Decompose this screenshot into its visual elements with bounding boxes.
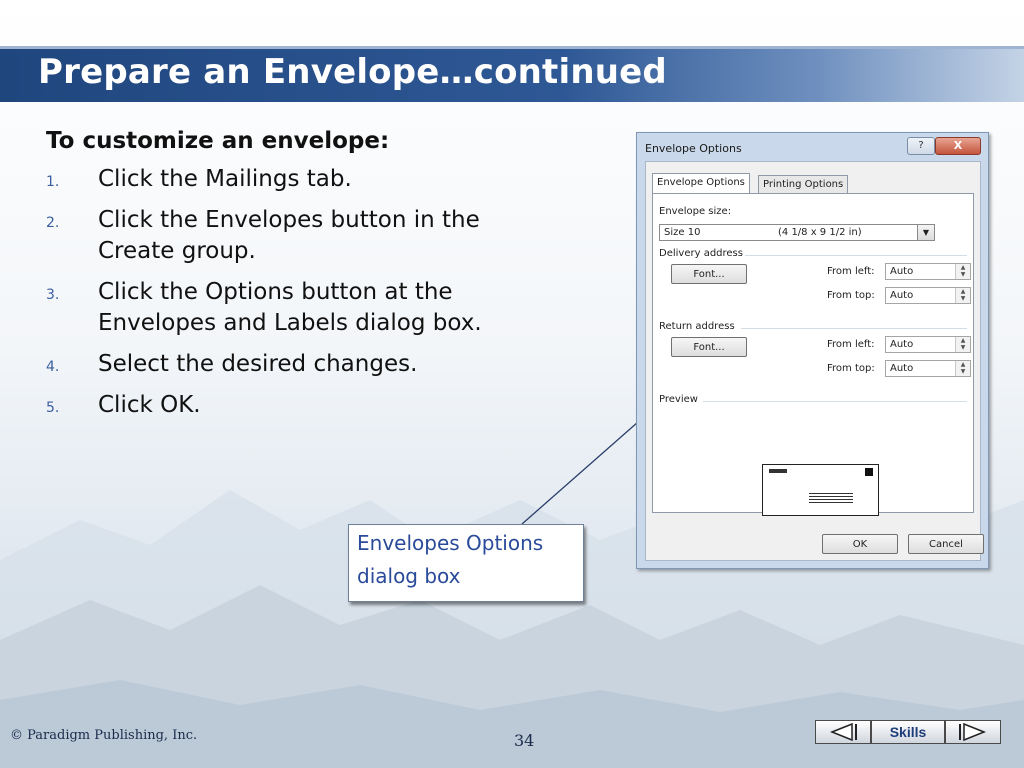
step-text: Select the desired changes. [98,351,418,377]
envelope-size-select[interactable] [659,224,935,241]
spinner-arrows-icon[interactable]: ▲ ▼ [955,288,970,303]
next-button[interactable] [945,720,1001,744]
envelope-size-value: Size 10 [664,227,701,238]
envelope-options-dialog [636,132,989,569]
step-number: 3. [46,287,60,303]
step-text: Click OK. [98,392,201,418]
copyright: © Paradigm Publishing, Inc. [10,728,198,743]
title-bar-topline [0,46,1024,49]
group-divider [745,255,967,256]
delivery-from-top-label: From top: [827,290,875,301]
step-number: 5. [46,400,60,416]
previous-button[interactable] [815,720,871,744]
dialog-title: Envelope Options [645,142,742,155]
instructions [46,128,516,431]
skills-button[interactable]: Skills [871,720,945,744]
step-number: 1. [46,174,60,190]
delivery-from-left-input[interactable] [885,263,971,280]
delivery-address-label: Delivery address [659,248,743,259]
arrow-left-icon [816,721,870,743]
spinner-arrows-icon[interactable]: ▲ ▼ [955,337,970,352]
steps-list [46,164,516,421]
step-text: Click the Options button at the Envelopes and Labels dialog box. [98,279,482,336]
spinner-arrows-icon[interactable]: ▲ ▼ [955,264,970,279]
return-from-top-label: From top: [827,363,875,374]
delivery-from-left-value: Auto [890,266,914,277]
step-item [46,390,516,421]
return-from-top-input[interactable] [885,360,971,377]
callout-box: Envelopes Options dialog box [348,524,584,602]
group-divider [703,401,967,402]
group-divider [741,328,967,329]
step-text: Click the Mailings tab. [98,166,352,192]
page-number: 34 [514,731,535,750]
step-number: 2. [46,215,60,231]
preview-label: Preview [659,394,698,405]
step-number: 4. [46,359,60,375]
dialog-body [645,161,981,561]
instructions-heading: To customize an envelope: [46,128,390,154]
envelope-preview[interactable] [762,464,879,516]
delivery-from-top-input[interactable] [885,287,971,304]
step-text: Click the Envelopes button in the Create group. [98,207,480,264]
spinner-arrows-icon[interactable]: ▲ ▼ [955,361,970,376]
ok-button[interactable]: OK [822,534,898,554]
step-item [46,164,516,195]
chevron-down-icon[interactable]: ▼ [917,225,934,240]
stamp-icon [865,468,873,476]
delivery-address-preview [809,493,853,494]
dialog-titlebar [637,133,988,161]
delivery-from-left-label: From left: [827,266,875,277]
return-from-left-value: Auto [890,339,914,350]
delivery-font-button[interactable]: Font... [671,264,747,284]
return-from-left-label: From left: [827,339,875,350]
help-button[interactable]: ? [907,137,935,155]
return-font-button[interactable]: Font... [671,337,747,357]
return-from-left-input[interactable] [885,336,971,353]
slide-title: Prepare an Envelope…continued [38,52,667,92]
close-button[interactable]: X [935,137,981,155]
return-from-top-value: Auto [890,363,914,374]
return-address-preview [769,469,787,473]
envelope-size-dims: (4 1/8 x 9 1/2 in) [778,227,862,238]
tab-printing-options[interactable]: Printing Options [758,175,848,194]
delivery-from-top-value: Auto [890,290,914,301]
tab-envelope-options[interactable]: Envelope Options [652,173,750,194]
arrow-right-icon [946,721,1000,743]
cancel-button[interactable]: Cancel [908,534,984,554]
step-item [46,277,516,339]
step-item [46,205,516,267]
step-item [46,349,516,380]
envelope-size-label: Envelope size: [659,206,732,217]
return-address-label: Return address [659,321,735,332]
